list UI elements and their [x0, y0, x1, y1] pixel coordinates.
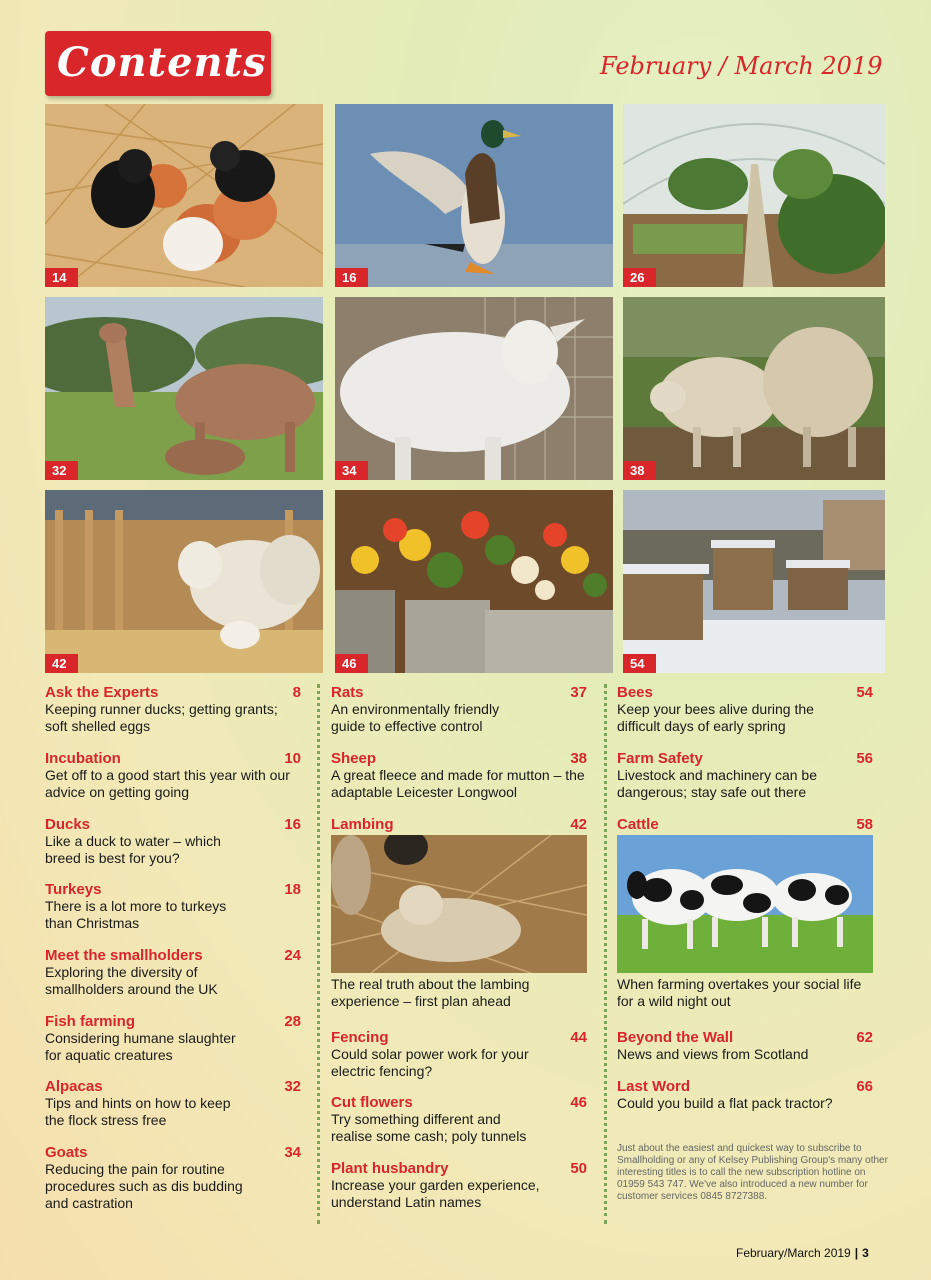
entry-description: A great fleece and made for mutton – the adaptable Leicester Longwool: [331, 767, 585, 800]
photo-bees[interactable]: [623, 490, 885, 673]
entry-description: Considering humane slaughter for aquatic creatures: [45, 1030, 236, 1063]
entry-title: Fencing: [331, 1029, 389, 1046]
page-badge: 26: [623, 268, 656, 287]
column-divider: [317, 684, 320, 1224]
entry-page: 66: [856, 1078, 873, 1095]
entry-description: Keep your bees alive during the difficult days of early spring: [617, 701, 814, 734]
entry-page: 18: [284, 881, 301, 898]
entry-title: Cut flowers: [331, 1094, 413, 1111]
contents-entry[interactable]: [45, 1078, 301, 1129]
chicks-image: [45, 104, 323, 287]
entry-page: 42: [570, 816, 587, 833]
footer-separator: |: [854, 1246, 859, 1260]
entry-description: Like a duck to water – which breed is best for you?: [45, 833, 221, 866]
page-badge: 46: [335, 654, 368, 673]
entry-description: When farming overtakes your social life for a wild night out: [617, 976, 862, 1009]
page-title: Contents: [57, 39, 267, 86]
entry-description: Exploring the diversity of smallholders around the UK: [45, 964, 218, 997]
entry-title: Ducks: [45, 816, 91, 833]
contents-title-box: [45, 31, 271, 96]
contents-entry[interactable]: [331, 1029, 587, 1080]
entry-title: Lambing: [331, 816, 394, 833]
entry-description: News and views from Scotland: [617, 1046, 809, 1062]
contents-entry[interactable]: [331, 1094, 587, 1145]
contents-entry[interactable]: [45, 881, 301, 932]
photo-lambing[interactable]: [45, 490, 323, 673]
entry-title: Alpacas: [45, 1078, 103, 1095]
entry-description: An environmentally friendly guide to effective control: [331, 701, 500, 734]
duck-image: [335, 104, 613, 287]
entry-page: 46: [570, 1094, 587, 1111]
entry-page: 37: [570, 684, 587, 701]
page-badge: 14: [45, 268, 78, 287]
cattle-inset-photo[interactable]: [617, 835, 873, 973]
photo-polytunnel[interactable]: [623, 104, 885, 287]
page-badge: 54: [623, 654, 656, 673]
entry-page: 50: [570, 1160, 587, 1177]
entry-title: Fish farming: [45, 1013, 136, 1030]
entry-description: Reducing the pain for routine procedures such as dis budding and castration: [45, 1161, 243, 1211]
contents-entry[interactable]: [45, 750, 301, 801]
contents-entry[interactable]: [617, 816, 873, 1010]
page-badge: 38: [623, 461, 656, 480]
goat-image: [335, 297, 613, 480]
photo-chicks[interactable]: [45, 104, 323, 287]
contents-entry[interactable]: [45, 816, 301, 867]
entry-page: 8: [292, 684, 301, 701]
entry-page: 24: [284, 947, 301, 964]
entry-description: The real truth about the lambing experience – first plan ahead: [331, 976, 530, 1009]
contents-entry[interactable]: [331, 816, 587, 1010]
entry-page: 62: [856, 1029, 873, 1046]
newborn-lamb-image: [331, 835, 587, 973]
entry-title: Meet the smallholders: [45, 947, 203, 964]
entry-title: Bees: [617, 684, 653, 701]
entry-description: Could solar power work for your electric fencing?: [331, 1046, 529, 1079]
entry-page: 38: [570, 750, 587, 767]
polytunnel-image: [623, 104, 885, 287]
entry-description: Increase your garden experience, understand Latin names: [331, 1177, 540, 1210]
contents-entry[interactable]: [617, 1078, 873, 1112]
page-badge: 34: [335, 461, 368, 480]
entry-title: Beyond the Wall: [617, 1029, 734, 1046]
entry-page: 58: [856, 816, 873, 833]
column-divider: [604, 684, 607, 1224]
entry-page: 10: [284, 750, 301, 767]
entry-title: Farm Safety: [617, 750, 703, 767]
beehives-image: [623, 490, 885, 673]
lambing-image: [45, 490, 323, 673]
issue-date: February / March 2019: [600, 52, 883, 80]
entry-page: 28: [284, 1013, 301, 1030]
entry-description: Tips and hints on how to keep the flock stress free: [45, 1095, 231, 1128]
entry-description: Keeping runner ducks; getting grants; soft shelled eggs: [45, 701, 278, 734]
sheep-image: [623, 297, 885, 480]
page-badge: 32: [45, 461, 78, 480]
footer-date: February/March 2019: [736, 1246, 851, 1260]
entry-page: 44: [570, 1029, 587, 1046]
entry-title: Cattle: [617, 816, 659, 833]
contents-entry[interactable]: [331, 750, 587, 801]
photo-goat[interactable]: [335, 297, 613, 480]
contents-entry[interactable]: [331, 1160, 587, 1211]
photo-sheep[interactable]: [623, 297, 885, 480]
page-footer: [736, 1246, 869, 1260]
entry-description: Could you build a flat pack tractor?: [617, 1095, 833, 1111]
entry-title: Plant husbandry: [331, 1160, 449, 1177]
page-badge: 16: [335, 268, 368, 287]
contents-entry[interactable]: [331, 684, 587, 735]
contents-entry[interactable]: [617, 684, 873, 735]
photo-duck[interactable]: [335, 104, 613, 287]
footer-page-number: 3: [862, 1246, 869, 1260]
entry-page: 54: [856, 684, 873, 701]
entry-page: 56: [856, 750, 873, 767]
entry-title: Incubation: [45, 750, 121, 767]
alpacas-image: [45, 297, 323, 480]
entry-description: There is a lot more to turkeys than Christmas: [45, 898, 227, 931]
entry-page: 34: [284, 1144, 301, 1161]
entry-page: 16: [284, 816, 301, 833]
entry-title: Sheep: [331, 750, 377, 767]
entry-title: Rats: [331, 684, 364, 701]
entry-description: Try something different and realise some cash; poly tunnels: [331, 1111, 527, 1144]
entry-page: 32: [284, 1078, 301, 1095]
entry-title: Turkeys: [45, 881, 102, 898]
photo-alpacas[interactable]: [45, 297, 323, 480]
entry-title: Last Word: [617, 1078, 691, 1095]
contents-entry[interactable]: [45, 1013, 301, 1064]
contents-entry[interactable]: [45, 1144, 301, 1212]
entry-title: Ask the Experts: [45, 684, 159, 701]
cows-image: [617, 835, 873, 973]
contents-entry[interactable]: [617, 750, 873, 801]
contents-entry[interactable]: [617, 1029, 873, 1063]
photo-cut-flowers[interactable]: [335, 490, 613, 673]
flowers-image: [335, 490, 613, 673]
entry-description: Livestock and machinery can be dangerous; stay safe out there: [617, 767, 817, 800]
contents-entry[interactable]: [45, 947, 301, 998]
page-badge: 42: [45, 654, 78, 673]
entry-description: Get off to a good start this year with our advice on getting going: [45, 767, 290, 800]
lambing-inset-photo[interactable]: [331, 835, 587, 973]
entry-title: Goats: [45, 1144, 88, 1161]
contents-entry[interactable]: [45, 684, 301, 735]
subscribe-note: Just about the easiest and quickest way to subscribe to Smallholding or any of Kelsey Publishing Group's many other interesting titles is to call the new subscription hotline on 01959 543 747. We've also introduced a new number for customer services 0845 8727388.: [617, 1143, 888, 1202]
